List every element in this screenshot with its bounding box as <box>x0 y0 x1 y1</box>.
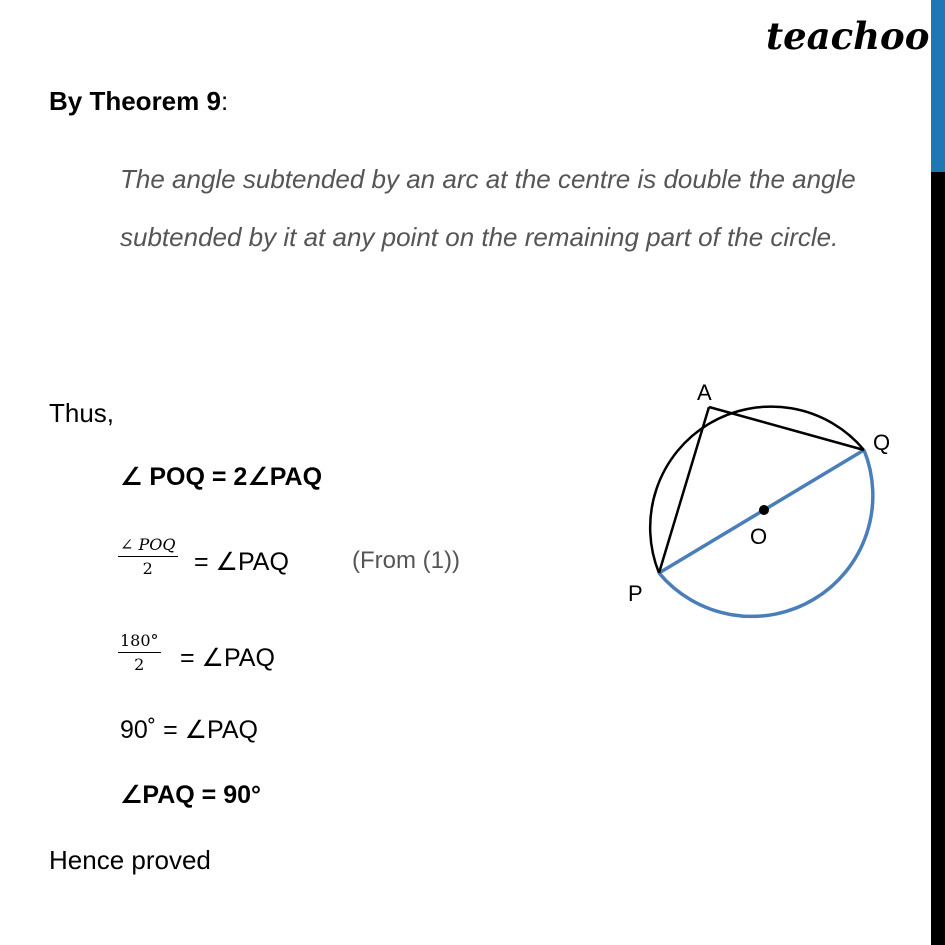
scrollbar[interactable] <box>931 0 945 945</box>
circle-diagram <box>600 360 920 660</box>
theorem-heading-bold: By Theorem 9 <box>49 86 221 116</box>
proof-line-5: ∠PAQ = 90° <box>120 781 262 809</box>
proof-line-1: ∠ POQ = 2∠PAQ <box>120 463 323 491</box>
label-o: O <box>750 524 768 549</box>
fraction-denominator: 2 <box>142 559 153 578</box>
theorem-heading-colon: : <box>220 86 229 116</box>
label-q: Q <box>873 430 891 455</box>
proof-line-3-rhs: = ∠PAQ <box>180 644 275 672</box>
proof-line-2-rhs: = ∠PAQ <box>194 548 289 576</box>
fraction-numerator: ∠ POQ <box>118 534 178 557</box>
proof-line-4: 90˚ = ∠PAQ <box>120 716 258 744</box>
scrollbar-thumb[interactable] <box>931 0 945 172</box>
theorem-statement: The angle subtended by an arc at the centre is double the angle subtended by it at any point on the remaining part of the circle. <box>120 164 856 252</box>
theorem-heading <box>49 86 228 117</box>
thus-label: Thus, <box>49 398 115 428</box>
fraction-denominator: 2 <box>134 655 145 674</box>
reference-note: (From (1)) <box>352 547 460 574</box>
fraction-poq-over-2 <box>118 534 178 581</box>
label-p: P <box>628 581 643 606</box>
fraction-180-over-2 <box>118 630 161 677</box>
conclusion: Hence proved <box>49 845 211 875</box>
teachoo-logo: teachoo <box>766 14 930 58</box>
fraction-numerator: 180° <box>118 630 161 653</box>
centre-point-o <box>759 505 769 515</box>
label-a: A <box>697 380 712 405</box>
